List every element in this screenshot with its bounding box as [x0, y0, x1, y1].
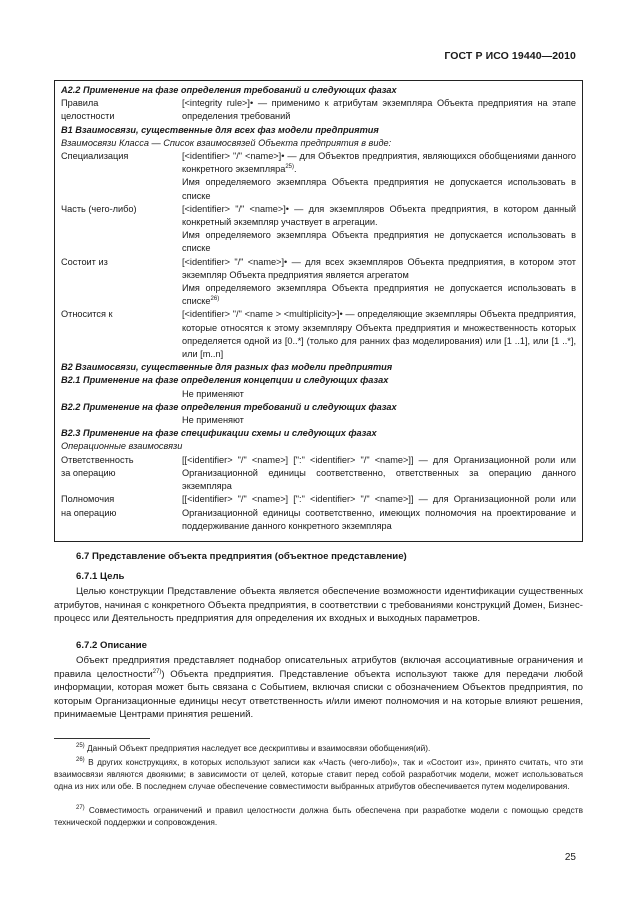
- row-value: [<identifier> "/" <name>]• — для Объектов предприятия, являющихся обобщениями данного конкретного экземпляра$^{25)}$.: [182, 151, 576, 175]
- b2-heading: B2 Взаимосвязи, существенные для разных фаз модели предприятия: [61, 362, 393, 373]
- row-consists-of: [61, 256, 576, 282]
- paragraph-text: Объект предприятия представляет поднабор описательных атрибутов (включая ассоциативные ограничения и правила целостности: [54, 655, 583, 680]
- row-label: [61, 493, 182, 533]
- subsection-description: 6.7.2 Описание: [76, 640, 147, 651]
- paragraph-text: ) Объекта предприятия. Представление объекта используют также для передачи любой информации, которая может быть связана с Событием, включая списки с обозначением Объектов предприятия, по которым Организационные единицы несут ответственность и/или имеют полномочия и на которые влияют решения, принимаемые Центрами принятия решений.: [54, 668, 583, 721]
- footnote-25: [54, 742, 583, 754]
- footnote-ref: 25): [285, 164, 294, 171]
- row-note: Имя определяемого экземпляра Объекта предприятия не допускается использовать в списке: [182, 230, 576, 254]
- note-text: Имя определяемого экземпляра Объекта предприятия не допускается использовать в списке: [182, 283, 576, 307]
- attribute-table: [54, 80, 583, 542]
- row-value: [[<identifier> "/" <name>] [":" <identifier> "/" <name>]] — для Организационной роли или Организационной единицы соответственно, имеющих полномочия на проектирование и поддерживание данного конкретного экземпляра: [182, 494, 576, 531]
- page-number: 25: [564, 852, 576, 863]
- row-note: Имя определяемого экземпляра Объекта предприятия не допускается использовать в списке: [182, 177, 576, 201]
- b22-value: Не применяют: [182, 415, 244, 426]
- a22-heading: A2.2 Применение на фазе определения требований и следующих фазах: [61, 85, 397, 95]
- row-label: Специализация: [61, 151, 129, 162]
- footnote-text: В других конструкциях, в которых используют записи как «Часть (чего-либо)», так и «Состоит из», принято считать, что эти взаимосвязи являются двоякими; в зависимости от целей, которые ставит перед собой разработчик модели, может использоваться одна из них или обе. В последнем случае обеспечение совместимости выбранных атрибутов обеспечивается путем моделирования.: [54, 757, 583, 791]
- label-line: Полномочия: [61, 494, 115, 505]
- row-value: [<identifier> "/" <name>]• — для всех экземпляров Объекта предприятия, в котором этот экземпляр Объекта предприятия является агрегатом: [182, 256, 576, 280]
- row-value: [<identifier> "/" <name > <multiplicity>]• — определяющие экземпляры Объекта предприятия, которые относятся к этому экземпляру Объекта предприятия и множественность которых определяется одной из [0..*] (только для ранних фаз моделирования) или [1 ..1], или [1 ..*], или [m..n]: [182, 309, 576, 360]
- row-operational-responsibility: [61, 454, 576, 494]
- operational-subheading: Операционные взаимосвязи: [61, 441, 183, 452]
- value-text: [<identifier> "/" <name>]• — для Объектов предприятия, являющихся обобщениями данного конкретного экземпляра: [182, 151, 576, 175]
- row-note: [61, 282, 576, 308]
- footnote-number: 27): [76, 805, 85, 812]
- footnote-27: [54, 804, 583, 828]
- footnote-ref: 26): [210, 296, 220, 303]
- row-label: [61, 454, 182, 494]
- b21-heading: B2.1 Применение на фазе определения концепции и следующих фазах: [61, 375, 389, 386]
- row-label: Относится к: [61, 309, 113, 320]
- purpose-paragraph: Целью конструкции Представление объекта является обеспечение возможности идентификации существенных атрибутов, начиная с конкретного Объекта предприятия, в соответствии с требованиями конструкций Домен, Бизнес-процесс или Деятельность предприятия для определения их входных и выходных параметров.: [54, 586, 583, 625]
- row-label: [61, 97, 182, 123]
- footnote-text: Совместимость ограничений и правил целостности должна быть обеспечена при разработке модели с помощью средств технической поддержки и сопровождения.: [54, 805, 584, 827]
- description-paragraph: [54, 654, 583, 722]
- footnote-ref: 27): [152, 668, 162, 675]
- footnote-divider: [54, 738, 150, 739]
- row-integrity-rules: [61, 97, 576, 123]
- b1-heading: B1 Взаимосвязи, существенные для всех фаз модели предприятия: [61, 124, 379, 135]
- footnote-number: 25): [76, 743, 85, 750]
- subsection-purpose: 6.7.1 Цель: [76, 571, 125, 582]
- row-value: [[<identifier> "/" <name>] [":" <identifier> "/" <name>]] — для Организационной роли или Организационной единицы соответственно, ответственных за операцию данного экземпляра: [182, 454, 576, 492]
- row-label: Состоит из: [61, 256, 108, 267]
- row-part-of: [61, 203, 576, 229]
- row-specialization: [61, 150, 576, 176]
- row-label: Часть (чего-либо): [61, 203, 137, 214]
- b1-subheading: Взаимосвязи Класса — Список взаимосвязей Объекта предприятия в виде:: [61, 137, 392, 148]
- footnote-26: [54, 756, 583, 792]
- b22-heading: B2.2 Применение на фазе определения требований и следующих фазах: [61, 401, 397, 412]
- label-line: на операцию: [61, 507, 117, 518]
- footnote-text: Данный Объект предприятия наследует все дескриптивы и взаимосвязи обобщения(ий).: [86, 743, 431, 753]
- label-line: Ответственность: [61, 454, 134, 465]
- section-title: 6.7 Представление объекта предприятия (объектное представление): [76, 551, 407, 562]
- row-operational-authority: [61, 493, 576, 533]
- label-line: за операцию: [61, 467, 116, 478]
- document-header: ГОСТ Р ИСО 19440—2010: [444, 50, 576, 62]
- row-relates-to: [61, 308, 576, 361]
- b23-heading: B2.3 Применение на фазе спецификации схемы и следующих фазах: [61, 428, 377, 439]
- label-line: Правила: [61, 98, 99, 109]
- row-value: [<integrity rule>]• — применимо к атрибутам экземпляра Объекта предприятия на этапе определения требований: [182, 98, 576, 122]
- b21-value: Не применяют: [182, 388, 244, 399]
- row-value: [<identifier> "/" <name>]• — для экземпляров Объекта предприятия, в котором данный конкретный экземпляр участвует в агрегации.: [182, 203, 576, 228]
- label-line: целостности: [61, 111, 115, 122]
- footnote-number: 26): [76, 757, 85, 764]
